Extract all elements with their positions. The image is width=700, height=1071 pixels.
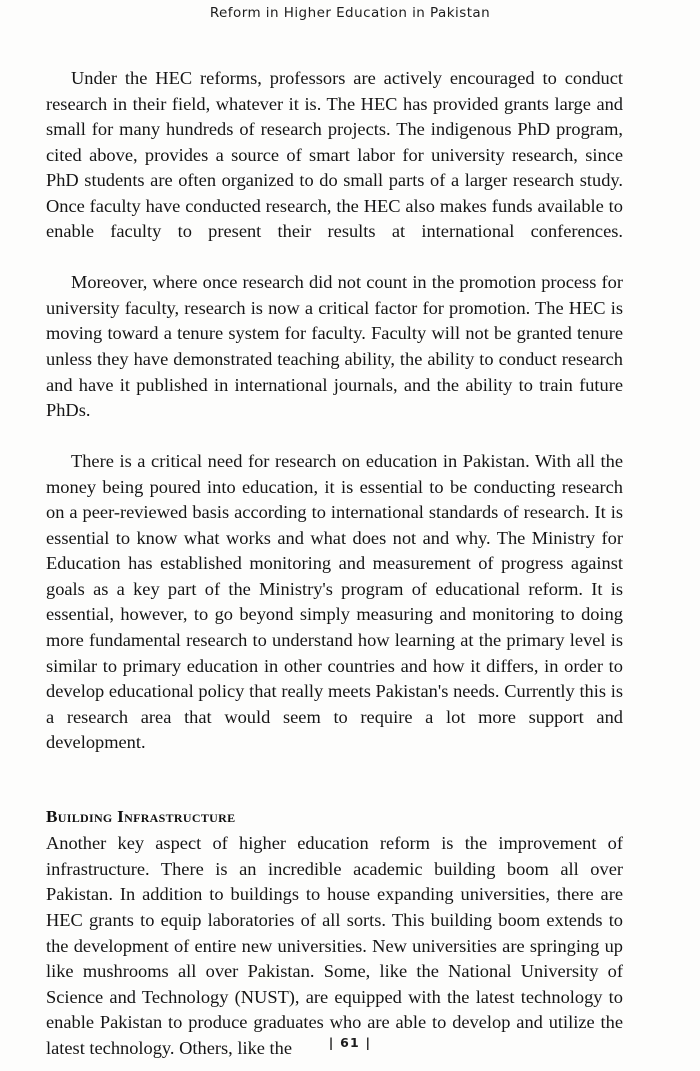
body-paragraph: Moreover, where once research did not count in the promotion process for university faculty, research is now a critical factor for promotion. The HEC is moving toward a tenure system for faculty. Faculty will not be granted tenure unless they have demonstrated teaching ability, the ability to conduct research and have it published in international journals, and the ability to train future PhDs. [46,272,623,421]
body-paragraph: Under the HEC reforms, professors are actively encouraged to conduct research in their field, whatever it is. The HEC has provided grants large and small for many hundreds of research projects. The indigenous PhD program, cited above, provides a source of smart labor for university research, since PhD students are often organized to do small parts of a larger research study. Once faculty have conducted research, the HEC also makes funds available to enable faculty to present their results at international conferences. [46,68,623,242]
page-number: | 61 | [328,1035,372,1050]
running-head: Reform in Higher Education in Pakistan [209,5,491,21]
text-column [46,66,623,1061]
section-paragraph: Another key aspect of higher education reform is the improvement of infrastructure. There is an incredible academic building boom all over Pakistan. In addition to buildings to house expanding universities, there are HEC grants to equip laboratories of all sorts. This building boom extends to the development of entire new universities. New universities are springing up like mushrooms all over Pakistan. Some, like the National University of Science and Technology (NUST), are equipped with the latest technology to enable Pakistan to produce graduates who are able to develop and utilize the latest technology. Others, like the [46,833,623,1058]
section-heading: Building Infrastructure [46,807,236,827]
body-paragraph: There is a critical need for research on education in Pakistan. With all the money being poured into education, it is essential to be conducting research on a peer-reviewed basis according to international standards of research. It is essential to know what works and what does not and why. The Ministry for Education has established monitoring and measurement of progress against goals as a key part of the Ministry's program of educational reform. It is essential, however, to go beyond simply measuring and monitoring to doing more fundamental research to understand how learning at the primary level is similar to primary education in other countries and how it differs, in order to develop educational policy that really meets Pakistan's needs. Currently this is a research area that would seem to require a lot more support and development. [46,451,623,753]
